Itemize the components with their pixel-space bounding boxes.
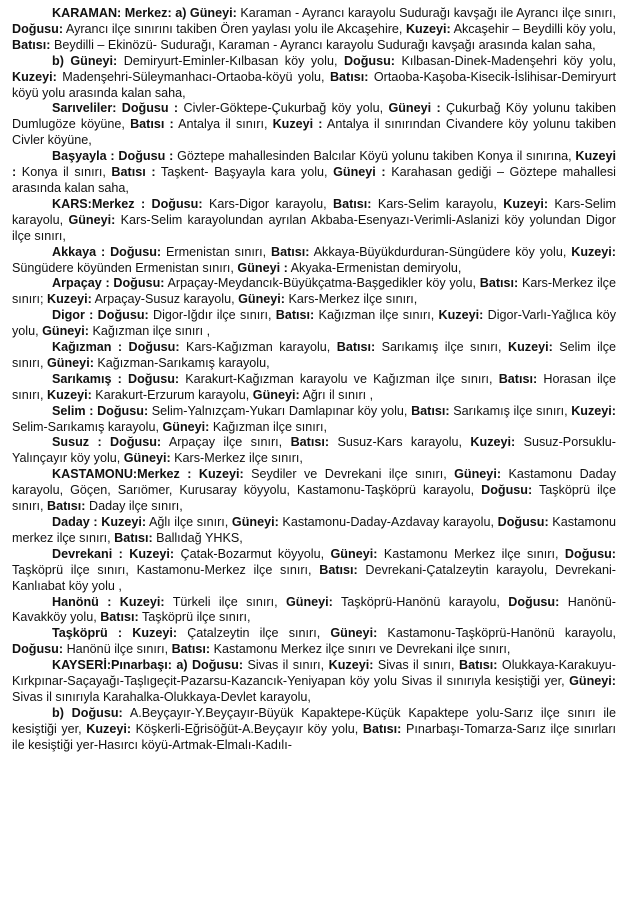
body-text: Olukkaya-Karakuyu-Kırkpınar-Saçayağı-Taşlıgeçit-Pazarsu-Kazancık-Yeniyapan köy yolu Sivas il sınırıyla kesiştiği yer, xyxy=(12,658,616,689)
bold-heading-text: Güneyi: xyxy=(454,467,502,482)
bold-heading-text: Batısı: xyxy=(336,340,376,355)
body-text: Karahasan gediği – Göztepe mahallesi arasında kalan saha, xyxy=(12,165,616,195)
body-text: Kağızman ilçe sınırı, xyxy=(314,308,439,323)
bold-heading-text: Devrekani : Kuzeyi: xyxy=(52,546,175,561)
paragraph xyxy=(12,340,616,372)
bold-heading-text: Sarıveliler: Doğusu : xyxy=(52,101,179,116)
paragraph xyxy=(12,658,616,706)
body-text: Arpaçay ilçe sınırı, xyxy=(161,435,291,450)
bold-heading-text: Batısı: xyxy=(498,371,538,386)
bold-heading-text: Batısı: xyxy=(458,658,498,673)
bold-heading-text: Kuzeyi : xyxy=(272,117,323,132)
paragraph xyxy=(12,54,616,102)
body-text: Horasan ilçe sınırı, xyxy=(12,371,616,402)
body-text: Çatalzeytin ilçe sınırı, xyxy=(177,626,331,641)
bold-heading-text: Doğusu: xyxy=(343,53,396,68)
body-text: Arpaçay-Susuz karayolu, xyxy=(91,292,239,307)
body-text: Susuz-Kars karayolu, xyxy=(329,435,471,450)
bold-heading-text: Batısı: xyxy=(114,530,153,545)
body-text: Pınarbaşı-Tomarza-Sarız ilçe sınırları ile kesiştiği yer-Hasırcı köyü-Artmak-Elmalı-Kadılı- xyxy=(12,721,617,752)
body-text: Kars-Merkez ilçe sınırı, xyxy=(170,451,303,466)
body-text: Kars-Merkez ilçe sınırı, xyxy=(285,292,418,307)
body-text: Madenşehri-Süleymanhacı-Ortaoba-köyü yolu, xyxy=(56,69,330,84)
body-text: Karaman - Ayrancı karayolu Sudurağı kavşağı ile Ayrancı ilçe sınırı, xyxy=(236,6,616,20)
bold-heading-text: Batısı: xyxy=(12,37,51,52)
bold-heading-text: Batısı : xyxy=(130,117,174,132)
bold-heading-text: Batısı: xyxy=(290,435,330,450)
bold-heading-text: Güneyi : xyxy=(237,260,288,275)
body-text: Kılbasan-Dinek-Madenşehri köy yolu, xyxy=(395,53,616,68)
body-text: Hanönü-Kavakköy yolu, xyxy=(12,594,616,625)
body-text: Çatak-Bozarmut köyyolu, xyxy=(174,546,331,561)
bold-heading-text: Kuzeyi: xyxy=(571,244,617,259)
bold-heading-text: b) Güneyi: xyxy=(52,53,118,68)
body-text: Ağlı ilçe sınırı, xyxy=(146,515,232,529)
body-text: Taşkent- Başyayla kara yolu, xyxy=(155,165,334,180)
paragraph xyxy=(12,308,616,340)
body-text: Sarıkamış ilçe sınırı, xyxy=(375,340,508,355)
bold-heading-text: Sarıkamış : Doğusu: xyxy=(52,371,180,386)
bold-heading-text: Arpaçay : Doğusu: xyxy=(52,276,165,291)
body-text: Kastamonu Daday karayolu, Göçen, Sarıömer, Kurusaray köyyolu, Kastamonu-Taşköprü karayolu, xyxy=(12,467,616,498)
bold-heading-text: Güneyi: xyxy=(330,546,378,561)
paragraph xyxy=(12,276,616,308)
bold-heading-text: Kuzeyi: xyxy=(47,292,92,307)
bold-heading-text: Kuzeyi : xyxy=(12,149,616,180)
paragraph xyxy=(12,101,616,149)
paragraph xyxy=(12,245,616,277)
body-text: Antalya il sınırından Civandere köy yolunu takiben Civler köyüne, xyxy=(12,117,616,148)
body-text: Antalya il sınırı, xyxy=(173,117,273,132)
body-text: Kars-Selim karayolu, xyxy=(12,196,616,227)
bold-heading-text: Güneyi: xyxy=(569,674,616,689)
body-text: Kars-Selim karayolu, xyxy=(371,196,504,211)
body-text: Taşköprü ilçe sınırı, Kastamonu-Merkez ilçe sınırı, xyxy=(12,562,320,577)
paragraph xyxy=(12,435,616,467)
bold-heading-text: Doğusu: xyxy=(12,642,64,657)
paragraph xyxy=(12,595,616,627)
bold-heading-text: Güneyi: xyxy=(162,419,210,434)
body-text: Hanönü ilçe sınırı, xyxy=(63,642,172,657)
paragraph xyxy=(12,547,616,595)
body-text: Taşköprü ilçe sınırı, xyxy=(138,610,251,625)
body-text: Digor-Varlı-Yağlıca köy yolu, xyxy=(12,308,617,339)
body-text: Arpaçay-Meydancık-Büyükçatma-Başgedikler köy yolu, xyxy=(164,276,480,291)
bold-heading-text: KARAMAN: Merkez: a) Güneyi: xyxy=(52,6,237,20)
body-text: Akkaya-Büyükdurduran-Süngüdere köy yolu, xyxy=(309,244,572,259)
body-text: Süngüdere köyünden Ermenistan sınırı, xyxy=(12,260,238,275)
body-text: Türkeli ilçe sınırı, xyxy=(164,594,286,609)
bold-heading-text: KAYSERİ:Pınarbaşı: a) Doğusu: xyxy=(52,658,244,673)
bold-heading-text: Batısı: xyxy=(332,196,372,211)
body-text: Kars-Merkez ilçe sınırı; xyxy=(12,276,616,307)
body-text: Karakurt-Kağızman karayolu ve Kağızman ilçe sınırı, xyxy=(179,371,499,386)
bold-heading-text: Kuzeyi: xyxy=(47,387,92,402)
body-text: Daday ilçe sınırı, xyxy=(85,499,183,514)
bold-heading-text: Kağızman : Doğusu: xyxy=(52,340,180,355)
body-text: Sarıkamış ilçe sınırı, xyxy=(449,403,572,418)
bold-heading-text: Kuzeyi: xyxy=(507,340,553,355)
bold-heading-text: Batısı : xyxy=(111,165,156,180)
bold-heading-text: Doğusu: xyxy=(481,483,533,498)
body-text: Ağrı il sınırı , xyxy=(299,387,374,402)
bold-heading-text: Akkaya : Doğusu: xyxy=(52,244,162,259)
bold-heading-text: Güneyi: xyxy=(123,451,171,466)
body-text: Ortaoba-Kaşoba-Kisecik-İslihisar-Demiryurt köyü yolu arasında kalan saha, xyxy=(12,69,616,100)
bold-heading-text: Doğusu: xyxy=(12,21,64,36)
body-text: Ermenistan sınırı, xyxy=(161,244,271,259)
bold-heading-text: Güneyi: xyxy=(42,324,89,339)
bold-heading-text: Doğusu: xyxy=(508,594,560,609)
paragraph xyxy=(12,149,616,197)
paragraph xyxy=(12,467,616,515)
body-text: Taşköprü ilçe sınırı, xyxy=(12,483,616,514)
body-text: Devrekani-Çatalzeytin karayolu, Devrekani-Kanlıabat köy yolu , xyxy=(12,562,616,593)
bold-heading-text: Güneyi: xyxy=(68,212,116,227)
bold-heading-text: b) Doğusu: xyxy=(52,705,123,720)
bold-heading-text: Batısı: xyxy=(171,642,211,657)
paragraph xyxy=(12,404,616,436)
body-text: Kars-Kağızman karayolu, xyxy=(179,340,337,355)
body-text: Ballıdağ YHKS, xyxy=(152,530,243,545)
body-text: Kağızman ilçe sınırı, xyxy=(209,419,327,434)
bold-heading-text: Kuzeyi: xyxy=(571,403,616,418)
body-text: Kastamonu-Daday-Azdavay karayolu, xyxy=(278,515,498,529)
body-text: Seydiler ve Devrekani ilçe sınırı, xyxy=(243,467,455,482)
bold-heading-text: Güneyi : xyxy=(388,101,441,116)
body-text: Kastamonu-Taşköprü-Hanönü karayolu, xyxy=(377,626,616,641)
bold-heading-text: Doğusu: xyxy=(497,515,549,529)
bold-heading-text: KARS:Merkez : Doğusu: xyxy=(52,196,203,211)
bold-heading-text: Kuzeyi: xyxy=(12,69,57,84)
body-text: Kars-Digor karayolu, xyxy=(202,196,333,211)
paragraph xyxy=(12,626,616,658)
bold-heading-text: KASTAMONU:Merkez : Kuzeyi: xyxy=(52,467,244,482)
bold-heading-text: Hanönü : Kuzeyi: xyxy=(52,594,165,609)
body-text: Ayrancı ilçe sınırını takiben Ören yaylası yolu ile Akcaşehire, xyxy=(63,21,406,36)
bold-heading-text: Doğusu: xyxy=(564,546,616,561)
body-text: Selim ilçe sınırı, xyxy=(12,340,617,370)
bold-heading-text: Batısı: xyxy=(479,276,519,291)
bold-heading-text: Batısı: xyxy=(319,562,358,577)
bold-heading-text: Kuzeyi: xyxy=(86,721,132,736)
body-text: Taşköprü-Hanönü karayolu, xyxy=(332,594,509,609)
bold-heading-text: Kuzeyi: xyxy=(405,21,451,36)
bold-heading-text: Güneyi: xyxy=(285,594,333,609)
body-text: Göztepe mahallesinden Balcılar Köyü yolunu takiben Konya il sınırına, xyxy=(173,149,576,164)
body-text: Sivas il sınırı, xyxy=(243,658,329,673)
bold-heading-text: Digor : Doğusu: xyxy=(52,308,149,323)
bold-heading-text: Güneyi: xyxy=(47,355,94,370)
bold-heading-text: Kuzeyi: xyxy=(438,308,484,323)
bold-heading-text: Batısı: xyxy=(270,244,310,259)
bold-heading-text: Batısı: xyxy=(362,721,402,736)
paragraph xyxy=(12,515,616,547)
body-text: Beydilli – Ekinözü- Sudurağı, Karaman - Ayrancı karayolu Sudurağı kavşağı arasında kalan saha, xyxy=(50,37,596,52)
body-text: Kastamonu Merkez ilçe sınırı, xyxy=(377,546,565,561)
bold-heading-text: Kuzeyi: xyxy=(470,435,516,450)
paragraph xyxy=(12,197,616,245)
paragraph xyxy=(12,6,616,54)
bold-heading-text: Batısı: xyxy=(411,403,450,418)
bold-heading-text: Batısı: xyxy=(100,610,139,625)
body-text: Karakurt-Erzurum karayolu, xyxy=(91,387,253,402)
body-text: Kağızman ilçe sınırı , xyxy=(89,324,211,339)
body-text: Akcaşehir – Beydilli köy yolu, xyxy=(450,21,616,36)
body-text: Selim-Sarıkamış karayolu, xyxy=(12,419,163,434)
body-text: Sivas il sınırıyla Karahalka-Olukkaya-Devlet karayolu, xyxy=(12,689,311,704)
body-text: A.Beyçayır-Y.Beyçayır-Büyük Kapaktepe-Küçük Kapaktepe yolu-Sarız ilçe sınırı ile kesiştiği yer, xyxy=(12,705,616,736)
body-text: Demiryurt-Eminler-Kılbasan köy yolu, xyxy=(117,53,344,68)
bold-heading-text: Susuz : Doğusu: xyxy=(52,435,162,450)
body-text: Susuz-Porsuklu-Yalınçayır köy yolu, xyxy=(12,435,616,466)
bold-heading-text: Güneyi : xyxy=(333,165,386,180)
bold-heading-text: Güneyi: xyxy=(252,387,300,402)
body-text: Sivas il sınırı, xyxy=(373,658,459,673)
paragraph xyxy=(12,706,616,754)
bold-heading-text: Batısı: xyxy=(329,69,369,84)
body-text: Selim-Yalnızçam-Yukarı Damlapınar köy yolu, xyxy=(148,403,412,418)
body-text: Akyaka-Ermenistan demiryolu, xyxy=(287,260,462,275)
bold-heading-text: Güneyi: xyxy=(238,292,285,307)
bold-heading-text: Güneyi: xyxy=(231,515,279,529)
body-text: Civler-Göktepe-Çukurbağ köy yolu, xyxy=(178,101,389,116)
bold-heading-text: Başyayla : Doğusu : xyxy=(52,149,174,164)
bold-heading-text: Kuzeyi: xyxy=(328,658,374,673)
paragraph xyxy=(12,372,616,404)
body-text: Kağızman-Sarıkamış karayolu, xyxy=(93,355,270,370)
body-text: Köşkerli-Eğrisöğüt-A.Beyçayır köy yolu, xyxy=(131,721,363,736)
body-text: Konya il sınırı, xyxy=(16,165,112,180)
body-text: Digor-Iğdır ilçe sınırı, xyxy=(148,308,276,323)
bold-heading-text: Batısı: xyxy=(47,499,86,514)
bold-heading-text: Güneyi: xyxy=(330,626,378,641)
body-text: Kastamonu Merkez ilçe sınırı ve Devrekani ilçe sınırı, xyxy=(210,642,511,657)
body-text: Kars-Selim karayolundan ayrılan Akbaba-Esenyazı-Verimli-Aslanizi köy yolundan Digor ilçe sınırı, xyxy=(12,212,616,243)
bold-heading-text: Kuzeyi: xyxy=(503,196,549,211)
body-text: Kastamonu merkez ilçe sınırı, xyxy=(12,515,617,545)
bold-heading-text: Taşköprü : Kuzeyi: xyxy=(52,626,178,641)
bold-heading-text: Batısı: xyxy=(275,308,315,323)
bold-heading-text: Daday : Kuzeyi: xyxy=(52,515,147,529)
bold-heading-text: Selim : Doğusu: xyxy=(52,403,149,418)
body-text: Çukurbağ Köy yolunu takiben Dumlugöze köyüne, xyxy=(12,101,616,132)
